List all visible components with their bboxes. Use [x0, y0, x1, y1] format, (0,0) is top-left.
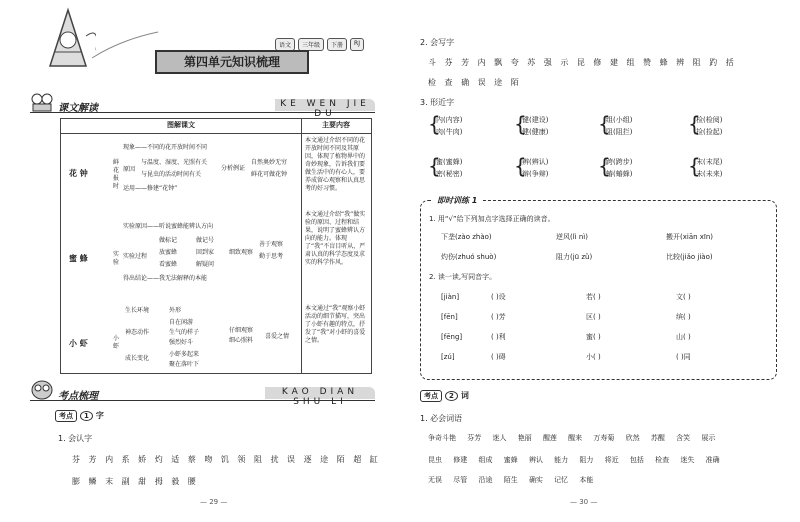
- row2-step3: 看蜜蜂: [159, 261, 178, 268]
- practice-q1b: 逆风(lì nì): [556, 233, 588, 241]
- brace-icon: {: [428, 112, 441, 136]
- row1-conclusion-a: 自然奥妙无穷: [251, 159, 288, 166]
- row2-observe: 细致观察: [229, 249, 254, 256]
- word: 争奇斗艳: [428, 434, 456, 442]
- word: 陌生: [503, 476, 518, 484]
- row3-grow: 成长变化: [125, 355, 150, 362]
- row2-reason: 实验原因——听说蜜蜂能辨认方向: [123, 223, 214, 230]
- word: 昆虫: [428, 456, 442, 464]
- item-huixiezi: 2. 会写字: [420, 38, 455, 47]
- page-number-30: — 30 —: [570, 498, 598, 506]
- item-xingjinzi: 3. 形近字: [420, 98, 455, 107]
- section-header-kewen: [30, 98, 375, 119]
- page-number-29: — 29 —: [200, 498, 228, 506]
- row3-grow-a: 小虾多起来: [169, 351, 200, 358]
- pair-1-b: 健(健康): [522, 128, 549, 136]
- practice-q1d: 灼伤(zhuó shuò): [441, 253, 497, 261]
- r2-pinyin: [fēn]: [441, 313, 458, 321]
- pair-4-a: 蜜(蜜蜂): [436, 158, 463, 166]
- r1-b: 若( ): [586, 293, 601, 301]
- word: 记忆: [554, 476, 569, 484]
- word: 将近: [604, 456, 619, 464]
- r3-pinyin: [fēng]: [441, 333, 463, 341]
- r4-a: ( )碍: [491, 353, 506, 361]
- row1-vtext: 鲜花报时: [113, 159, 120, 190]
- r3-b: 蜜( ): [586, 333, 601, 341]
- brace-icon: {: [598, 112, 611, 136]
- pair-5-b: 辩(争辩): [522, 170, 549, 178]
- row2-trait-a: 善于观察: [259, 241, 284, 248]
- kids-icon: [30, 92, 54, 112]
- word: 醒莲: [542, 434, 557, 442]
- row1-apply: 运用——修建“花钟”: [123, 185, 178, 192]
- row2-step5: 回到家: [196, 249, 215, 256]
- point2-header: [420, 390, 469, 402]
- brace-icon: {: [688, 154, 701, 178]
- word: 醒来: [568, 434, 583, 442]
- row3-env: 生长环境: [125, 307, 150, 314]
- similar-chars-grid: [428, 114, 788, 198]
- brace-icon: {: [514, 154, 527, 178]
- word: 芬芳: [467, 434, 482, 442]
- row3-action-c: 强烈好斗: [169, 339, 194, 346]
- brace-icon: {: [598, 154, 611, 178]
- badge-volume: 下册: [327, 38, 347, 51]
- practice-q1f: 比较(jiǎo jiào): [666, 253, 713, 261]
- chars-line-1: 芬 芳 内 系 娇 灼 适 蔡 吻 饥 领 阻 扰 误 逐 途 陌 超 缸: [72, 455, 381, 464]
- row2-step2: 放蜜蜂: [159, 249, 178, 256]
- pair-3-b: 捡(捡起): [696, 128, 723, 136]
- pair-7-b: 未(未来): [696, 170, 723, 178]
- word: 本能: [579, 476, 594, 484]
- row3-care-a: 仔细观察: [229, 327, 254, 334]
- word: 组成: [478, 456, 493, 464]
- section-eng-kewen: KE WEN JIE DU: [275, 99, 375, 111]
- row1-reason: 原因: [123, 166, 136, 173]
- row3-action-b: 生气的样子: [169, 329, 200, 336]
- chars-line-2: 膨 鳞 末 副 甜 拇 毅 腰: [72, 477, 199, 486]
- pair-1-a: 键(建设): [522, 116, 549, 124]
- table-divider: [301, 119, 302, 373]
- practice-box: [420, 196, 777, 380]
- row2-result: 得出结论——我无法解释的本能: [123, 275, 208, 282]
- row3-vtext: 小虾: [113, 335, 120, 350]
- practice-q1: 1. 用“√”给下列加点字选择正确的读音。: [429, 215, 555, 223]
- section-title-kaodian: 考点梳理: [58, 391, 98, 402]
- pair-6-b: 蝽(蝽蜂): [606, 170, 633, 178]
- row3-shape: 外形: [169, 307, 182, 314]
- word: 修建: [453, 456, 468, 464]
- word: 迷人: [492, 434, 507, 442]
- word: 检查: [655, 456, 670, 464]
- section-header-kaodian: [30, 386, 375, 407]
- word: 欣然: [625, 434, 640, 442]
- r1-a: ( )设: [491, 293, 506, 301]
- word: 尽管: [453, 476, 468, 484]
- word: 辨认: [528, 456, 543, 464]
- practice-title: 即时训练 1: [433, 195, 481, 206]
- point1-title: 字: [95, 411, 104, 420]
- word: 万寿菊: [593, 434, 615, 442]
- row2-step1: 做标记: [159, 237, 178, 244]
- word: 蜜蜂: [503, 456, 518, 464]
- words-line-2: [428, 456, 798, 465]
- brace-icon: {: [688, 112, 701, 136]
- section-eng-kaodian: KAO DIAN SHU LI: [265, 387, 375, 399]
- brace-icon: {: [428, 154, 441, 178]
- pair-5-a: 辨(辨认): [522, 158, 549, 166]
- row1-content: 本文通过介绍不同的花开放时间不同及其原因，体现了植物界中的奇妙现象，告诉我们要做生活中的有心人，要养成留心观察和认真思考的好习惯。: [305, 137, 366, 192]
- right-page: [400, 0, 800, 522]
- pair-6-a: 跨(跨步): [606, 158, 633, 166]
- mascot-icon: [40, 6, 96, 70]
- table-head-diagram: 图解课文: [167, 121, 195, 129]
- point1-num: 1: [80, 411, 93, 421]
- r4-c: ( )同: [676, 353, 691, 361]
- table-rule: [61, 133, 371, 134]
- practice-q2: 2. 读一读,写同音字。: [429, 273, 497, 281]
- word: 准确: [705, 456, 720, 464]
- row2-content: 本文通过介绍“我”做实验的原因、过程和结果，说明了蜜蜂辨认方向的能力。体现了“我”不盲目听从，严肃认真的科学态度及求实的科学作风。: [305, 211, 366, 266]
- badge-edition: RJ: [350, 38, 364, 51]
- r1-pinyin: [jiàn]: [441, 293, 460, 301]
- practice-q1e: 阻力(jū zǔ): [556, 253, 593, 261]
- point2-title: 词: [460, 391, 469, 400]
- r2-b: 区( ): [586, 313, 601, 321]
- pair-7-a: 末(末尾): [696, 158, 723, 166]
- write-line-1: 斗 芬 芳 内 飘 夸 苏 强 示 昆 修 建 组 赞 蜂 辨 阻 趵 括: [428, 58, 737, 67]
- row3-action: 神态动作: [125, 329, 150, 336]
- r1-c: 文( ): [676, 293, 691, 301]
- pair-2-a: 组(小组): [606, 116, 633, 124]
- pair-0-a: 内(内容): [436, 116, 463, 124]
- row3-grow-b: 聚在落叶下: [169, 361, 200, 368]
- owl-icon: [30, 378, 54, 400]
- word: 艳丽: [517, 434, 532, 442]
- pair-3-a: 检(检阅): [696, 116, 723, 124]
- row3-action-a: 自在闲游: [169, 319, 194, 326]
- row3-care-b: 细心照料: [229, 337, 254, 344]
- r3-a: ( )利: [491, 333, 506, 341]
- word: 沿途: [478, 476, 493, 484]
- pair-0-b: 肉(牛肉): [436, 128, 463, 136]
- item-bihuiciyu: 1. 必会词语: [420, 414, 463, 423]
- pair-2-b: 阻(阻拦): [606, 128, 633, 136]
- row2-step4: 做记号: [196, 237, 215, 244]
- row3-content: 本文通过“我”观察小虾活动的细节描写，突出了小虾有趣的特点，抒发了“我”对小虾的喜爱之情。: [305, 305, 366, 344]
- row1-phenomenon: 现象——不同的花开放时间不同: [123, 144, 208, 151]
- row2-vtext: 实验: [113, 251, 120, 266]
- practice-q1c: 搬开(xiān xīn): [666, 233, 714, 241]
- practice-q1a: 下垄(zào zhào): [441, 233, 492, 241]
- row2-process: 实验过程: [123, 253, 148, 260]
- section-title-kewen: 课文解读: [58, 103, 98, 114]
- r4-b: 小( ): [586, 353, 601, 361]
- point2-label: 考点: [420, 390, 442, 402]
- r3-c: 山( ): [676, 333, 691, 341]
- row1-conclusion-b: 鲜花可做花钟: [251, 171, 288, 178]
- words-line-3: [428, 476, 798, 485]
- row1-analysis: 分析例证: [221, 165, 246, 172]
- r2-c: 缤( ): [676, 313, 691, 321]
- badge-grade: 三年级: [298, 38, 324, 51]
- r2-a: ( )芳: [491, 313, 506, 321]
- row1-reason-b: 与昆虫的活动时间有关: [141, 171, 202, 178]
- lesson-table: [60, 118, 372, 374]
- point1-label: 考点: [55, 410, 77, 422]
- table-head-content: 主要内容: [322, 121, 350, 129]
- word: 阻力: [579, 456, 594, 464]
- point1-header: [55, 410, 104, 422]
- point2-num: 2: [445, 391, 458, 401]
- write-line-2: 检 查 确 误 途 陌: [428, 78, 522, 87]
- item-huirenzi: 1. 会认字: [58, 434, 93, 443]
- brace-icon: {: [514, 112, 527, 136]
- row3-love: 喜爱之情: [265, 333, 290, 340]
- row2-step6: 解疑问: [196, 261, 215, 268]
- words-line-1: [428, 434, 798, 443]
- r4-pinyin: [zú]: [441, 353, 455, 361]
- word: 无误: [428, 476, 442, 484]
- badge-subject: 语文: [275, 38, 295, 51]
- page-title: 第四单元知识梳理: [155, 50, 309, 74]
- row-title-xiaoxia: 小 虾: [69, 339, 88, 348]
- word: 展示: [701, 434, 716, 442]
- row1-reason-a: 与温度、湿度、光照有关: [141, 159, 208, 166]
- row2-trait-b: 勤于思考: [259, 253, 284, 260]
- word: 迷失: [680, 456, 695, 464]
- pair-4-b: 密(秘密): [436, 170, 463, 178]
- word: 包括: [629, 456, 644, 464]
- word: 能力: [554, 456, 569, 464]
- word: 确实: [528, 476, 543, 484]
- word: 苏醒: [650, 434, 665, 442]
- word: 含笑: [676, 434, 691, 442]
- row-title-huazhong: 花 钟: [69, 169, 88, 178]
- row-title-mifeng: 蜜 蜂: [69, 254, 88, 263]
- swoosh-icon: [90, 30, 160, 60]
